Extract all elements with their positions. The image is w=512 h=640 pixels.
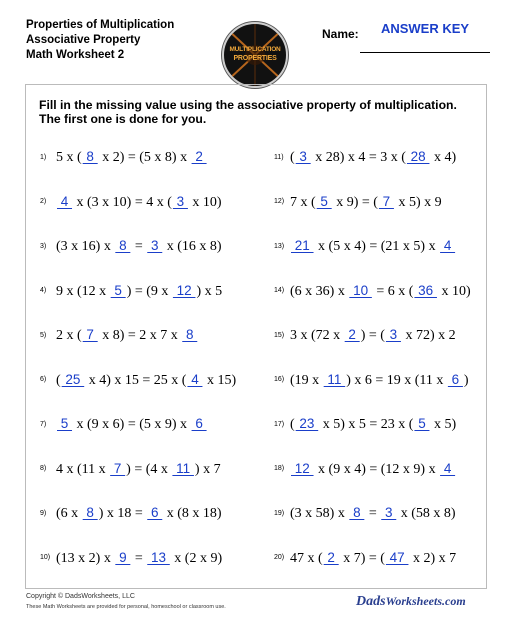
name-label: Name:: [322, 27, 359, 41]
problem-number: 10): [40, 554, 51, 562]
answer-blank[interactable]: 12: [172, 282, 196, 298]
usage-note: These Math Worksheets are provided for personal, homeschool or classroom use.: [26, 604, 226, 610]
expression-text: ) = (4 x: [126, 461, 172, 477]
instructions: [39, 98, 457, 126]
title-block: [26, 18, 174, 63]
expression-text: (6 x: [56, 506, 82, 521]
expression-text: = 6 x (: [372, 283, 414, 299]
problem-number: 15): [274, 331, 285, 339]
answer-blank[interactable]: 13: [147, 549, 170, 565]
answer-blank[interactable]: 12: [291, 460, 314, 476]
answer-blank[interactable]: 28: [406, 149, 430, 164]
expression-text: x 8) = 2 x 7 x: [98, 328, 182, 343]
problem-7: [40, 416, 208, 433]
expression-text: 3 x (72 x: [290, 328, 344, 343]
problem-number: 11): [274, 153, 284, 161]
expression-text: x (8 x 18): [163, 506, 222, 521]
expression-text: x (9 x 6) = (5 x 9) x: [73, 417, 191, 432]
problem-5: [40, 327, 198, 344]
expression-text: 7 x (: [290, 194, 316, 210]
problem-2: [40, 194, 222, 211]
expression-text: x 5) x 5 = 23 x (: [319, 417, 414, 432]
problem-number: 5): [40, 331, 47, 339]
problem-8: [40, 461, 221, 478]
worksheet-header: [0, 0, 512, 88]
problem-number: 13): [274, 242, 285, 250]
answer-blank[interactable]: 6: [147, 505, 163, 520]
problem-10: [40, 550, 222, 567]
problem-number: 6): [40, 376, 47, 384]
answer-blank[interactable]: 2: [323, 549, 339, 565]
expression-text: x 10): [437, 283, 471, 299]
answer-blank[interactable]: 8: [349, 505, 365, 520]
problem-number: 17): [274, 420, 285, 428]
problem-16: [274, 372, 469, 389]
copyright-text: Copyright © DadsWorksheets, LLC: [26, 593, 135, 600]
answer-blank[interactable]: 4: [440, 238, 456, 253]
name-field[interactable]: [360, 21, 490, 53]
expression-text: (: [56, 372, 61, 388]
expression-text: x 4) x 15 = 25 x (: [85, 372, 187, 388]
answer-blank[interactable]: 3: [381, 505, 397, 520]
answer-blank[interactable]: 10: [349, 282, 372, 298]
answer-blank[interactable]: 25: [61, 371, 85, 387]
answer-blank[interactable]: 3: [172, 193, 188, 209]
expression-text: ) = (9 x: [126, 283, 172, 299]
answer-blank[interactable]: 6: [447, 371, 463, 387]
problem-14: [274, 283, 471, 300]
answer-blank[interactable]: 8: [182, 327, 198, 342]
problem-20: [274, 550, 456, 567]
problem-12: [274, 194, 442, 211]
expression-text: x 2) x 7: [409, 550, 457, 566]
answer-blank[interactable]: 4: [57, 193, 73, 209]
expression-text: x 4): [430, 150, 457, 165]
problem-number: 14): [274, 287, 285, 295]
problem-18: [274, 461, 456, 478]
answer-blank[interactable]: 11: [323, 371, 346, 387]
expression-text: x 72) x 2: [401, 328, 456, 343]
dadsworksheets-logo: [356, 594, 466, 610]
expression-text: x 9) = (: [332, 194, 378, 210]
expression-text: (3 x 16) x: [56, 239, 115, 254]
problem-number: 4): [40, 287, 47, 295]
expression-text: ) x 5: [196, 283, 223, 299]
problem-11: [274, 149, 456, 166]
problem-15: [274, 327, 456, 344]
instructions-line-1: Fill in the missing value using the associative property of multiplication.: [39, 98, 457, 112]
problem-number: 12): [274, 198, 285, 206]
expression-text: x (16 x 8): [163, 239, 222, 254]
problem-3: [40, 238, 222, 255]
problem-number: 19): [274, 509, 285, 517]
problem-number: 18): [274, 465, 285, 473]
expression-text: =: [365, 506, 381, 521]
expression-text: (13 x 2) x: [56, 550, 115, 566]
answer-blank[interactable]: 8: [82, 149, 98, 164]
problem-4: [40, 283, 222, 300]
answer-blank[interactable]: 8: [82, 505, 98, 520]
problem-9: [40, 505, 222, 522]
answer-blank[interactable]: 23: [295, 416, 319, 431]
expression-text: 9 x (12 x: [56, 283, 110, 299]
expression-text: x (5 x 4) = (21 x 5) x: [314, 239, 440, 254]
answer-blank[interactable]: 7: [82, 327, 98, 342]
problem-number: 3): [40, 242, 47, 250]
expression-text: 2 x (: [56, 328, 82, 343]
expression-text: x 7) = (: [339, 550, 385, 566]
worksheet-title: Properties of Multiplication: [26, 19, 175, 31]
brand-part-2: Worksheets.com: [385, 594, 466, 608]
answer-blank[interactable]: 4: [440, 460, 456, 476]
problem-13: [274, 238, 456, 255]
answer-blank[interactable]: 5: [316, 193, 332, 209]
answer-blank[interactable]: 36: [414, 282, 437, 298]
expression-text: ): [463, 372, 469, 388]
expression-text: ) x 18 =: [98, 506, 147, 521]
expression-text: (19 x: [290, 372, 323, 388]
problem-number: 7): [40, 420, 47, 428]
answer-blank[interactable]: 7: [378, 193, 394, 209]
expression-text: x 5): [430, 417, 457, 432]
answer-blank[interactable]: 3: [385, 327, 401, 342]
expression-text: x (9 x 4) = (12 x 9) x: [314, 461, 440, 477]
expression-text: =: [131, 239, 147, 254]
expression-text: (3 x 58) x: [290, 506, 349, 521]
answer-blank[interactable]: 9: [115, 549, 131, 565]
expression-text: 4 x (11 x: [56, 461, 110, 477]
expression-text: 47 x (: [290, 550, 323, 566]
worksheet-subtitle: Associative Property: [26, 34, 141, 46]
problem-1: [40, 149, 208, 166]
problem-17: [274, 416, 456, 433]
answer-blank[interactable]: 11: [172, 460, 194, 476]
expression-text: =: [131, 550, 147, 566]
problem-6: [40, 372, 236, 389]
answer-blank[interactable]: 2: [344, 327, 360, 342]
brand-part-1: Dads: [356, 594, 386, 609]
answer-key-text: ANSWER KEY: [380, 21, 470, 36]
instructions-line-2: The first one is done for you.: [39, 112, 207, 126]
answer-blank[interactable]: 4: [187, 371, 203, 387]
multiplication-properties-logo: [222, 22, 288, 88]
expression-text: ) x 7: [194, 461, 221, 477]
expression-text: (: [290, 417, 295, 432]
logo-text-2: PROPERTIES: [233, 55, 277, 62]
problem-number: 9): [40, 509, 47, 517]
problem-number: 20): [274, 554, 285, 562]
expression-text: x (2 x 9): [170, 550, 223, 566]
expression-text: ) x 6 = 19 x (11 x: [346, 372, 447, 388]
expression-text: x 10): [188, 194, 222, 210]
answer-blank[interactable]: 5: [57, 416, 73, 431]
expression-text: x 2) = (5 x 8) x: [98, 150, 191, 165]
problem-19: [274, 505, 456, 522]
expression-text: x 5) x 9: [394, 194, 442, 210]
footer: [26, 592, 226, 612]
answer-blank[interactable]: 21: [291, 238, 314, 253]
problem-number: 2): [40, 198, 47, 206]
problem-number: 1): [40, 153, 47, 161]
expression-text: (: [290, 150, 295, 165]
answer-blank[interactable]: 6: [191, 416, 207, 431]
expression-text: x 28) x 4 = 3 x (: [311, 150, 406, 165]
problem-number: 16): [274, 376, 285, 384]
answer-blank[interactable]: 47: [385, 549, 409, 565]
expression-text: ) = (: [360, 328, 385, 343]
answer-blank[interactable]: 5: [110, 282, 126, 298]
answer-blank[interactable]: 5: [414, 416, 430, 431]
expression-text: x (58 x 8): [397, 506, 456, 521]
answer-blank[interactable]: 7: [110, 460, 126, 476]
answer-blank[interactable]: 3: [147, 238, 163, 253]
expression-text: (6 x 36) x: [290, 283, 349, 299]
logo-text-1: MULTIPLICATION: [229, 46, 281, 53]
answer-blank[interactable]: 3: [295, 149, 311, 164]
expression-text: 5 x (: [56, 150, 82, 165]
expression-text: x (3 x 10) = 4 x (: [73, 194, 172, 210]
problem-number: 8): [40, 465, 47, 473]
expression-text: x 15): [203, 372, 237, 388]
answer-blank[interactable]: 2: [191, 149, 207, 164]
worksheet-number: Math Worksheet 2: [26, 49, 125, 61]
answer-blank[interactable]: 8: [115, 238, 131, 253]
